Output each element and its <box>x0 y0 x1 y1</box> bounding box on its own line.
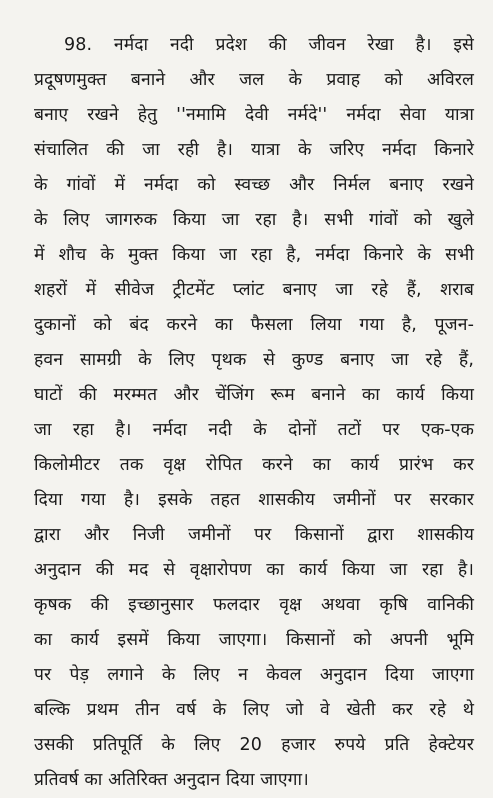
text-line: अनुदान की मद से वृक्षारोपण का कार्य किया जा रहा है। <box>34 560 474 580</box>
text-line: संचालित की जा रही है। यात्रा के जरिए नर्मदा किनारे <box>34 140 474 160</box>
text-line: पर पेड़ लगाने के लिए न केवल अनुदान दिया जाएगा <box>34 665 474 685</box>
text-line: में शौच के मुक्त किया जा रहा है, नर्मदा किनारे के सभी <box>34 245 474 265</box>
paragraph-98 <box>34 28 474 798</box>
text-line: बनाए रखने हेतु ''नमामि देवी नर्मदे'' नर्मदा सेवा यात्रा <box>34 105 474 125</box>
text-line: किलोमीटर तक वृक्ष रोपित करने का कार्य प्रारंभ कर <box>34 455 474 475</box>
text-line: प्रतिवर्ष का अतिरिक्त अनुदान दिया जाएगा। <box>34 770 309 790</box>
text-line: 98. नर्मदा नदी प्रदेश की जीवन रेखा है। इसे <box>64 35 474 55</box>
text-line: प्रदूषणमुक्त बनाने और जल के प्रवाह को अविरल <box>34 70 474 90</box>
text-line: के गांवों में नर्मदा को स्वच्छ और निर्मल बनाए रखने <box>34 175 474 195</box>
text-line: जा रहा है। नर्मदा नदी के दोनों तटों पर एक-एक <box>34 420 474 440</box>
text-line: दुकानों को बंद करने का फैसला लिया गया है, पूजन- <box>34 315 474 335</box>
text-line: दिया गया है। इसके तहत शासकीय जमीनों पर सरकार <box>34 490 474 510</box>
text-line: हवन सामग्री के लिए पृथक से कुण्ड बनाए जा रहे हैं, <box>34 350 474 370</box>
text-line: का कार्य इसमें किया जाएगा। किसानों को अपनी भूमि <box>34 630 474 650</box>
text-line: घाटों की मरम्मत और चेंजिंग रूम बनाने का कार्य किया <box>34 385 474 405</box>
text-line: शहरों में सीवेज ट्रीटमेंट प्लांट बनाए जा रहे हैं, शराब <box>34 280 474 300</box>
text-line: बल्कि प्रथम तीन वर्ष के लिए जो वे खेती कर रहे थे <box>34 700 474 720</box>
text-line: कृषक की इच्छानुसार फलदार वृक्ष अथवा कृषि वानिकी <box>34 595 474 615</box>
text-line: उसकी प्रतिपूर्ति के लिए 20 हजार रुपये प्रति हेक्टेयर <box>34 735 474 755</box>
text-line: द्वारा और निजी जमीनों पर किसानों द्वारा शासकीय <box>34 525 474 545</box>
text-line: के लिए जागरुक किया जा रहा है। सभी गांवों को खुले <box>34 210 474 230</box>
